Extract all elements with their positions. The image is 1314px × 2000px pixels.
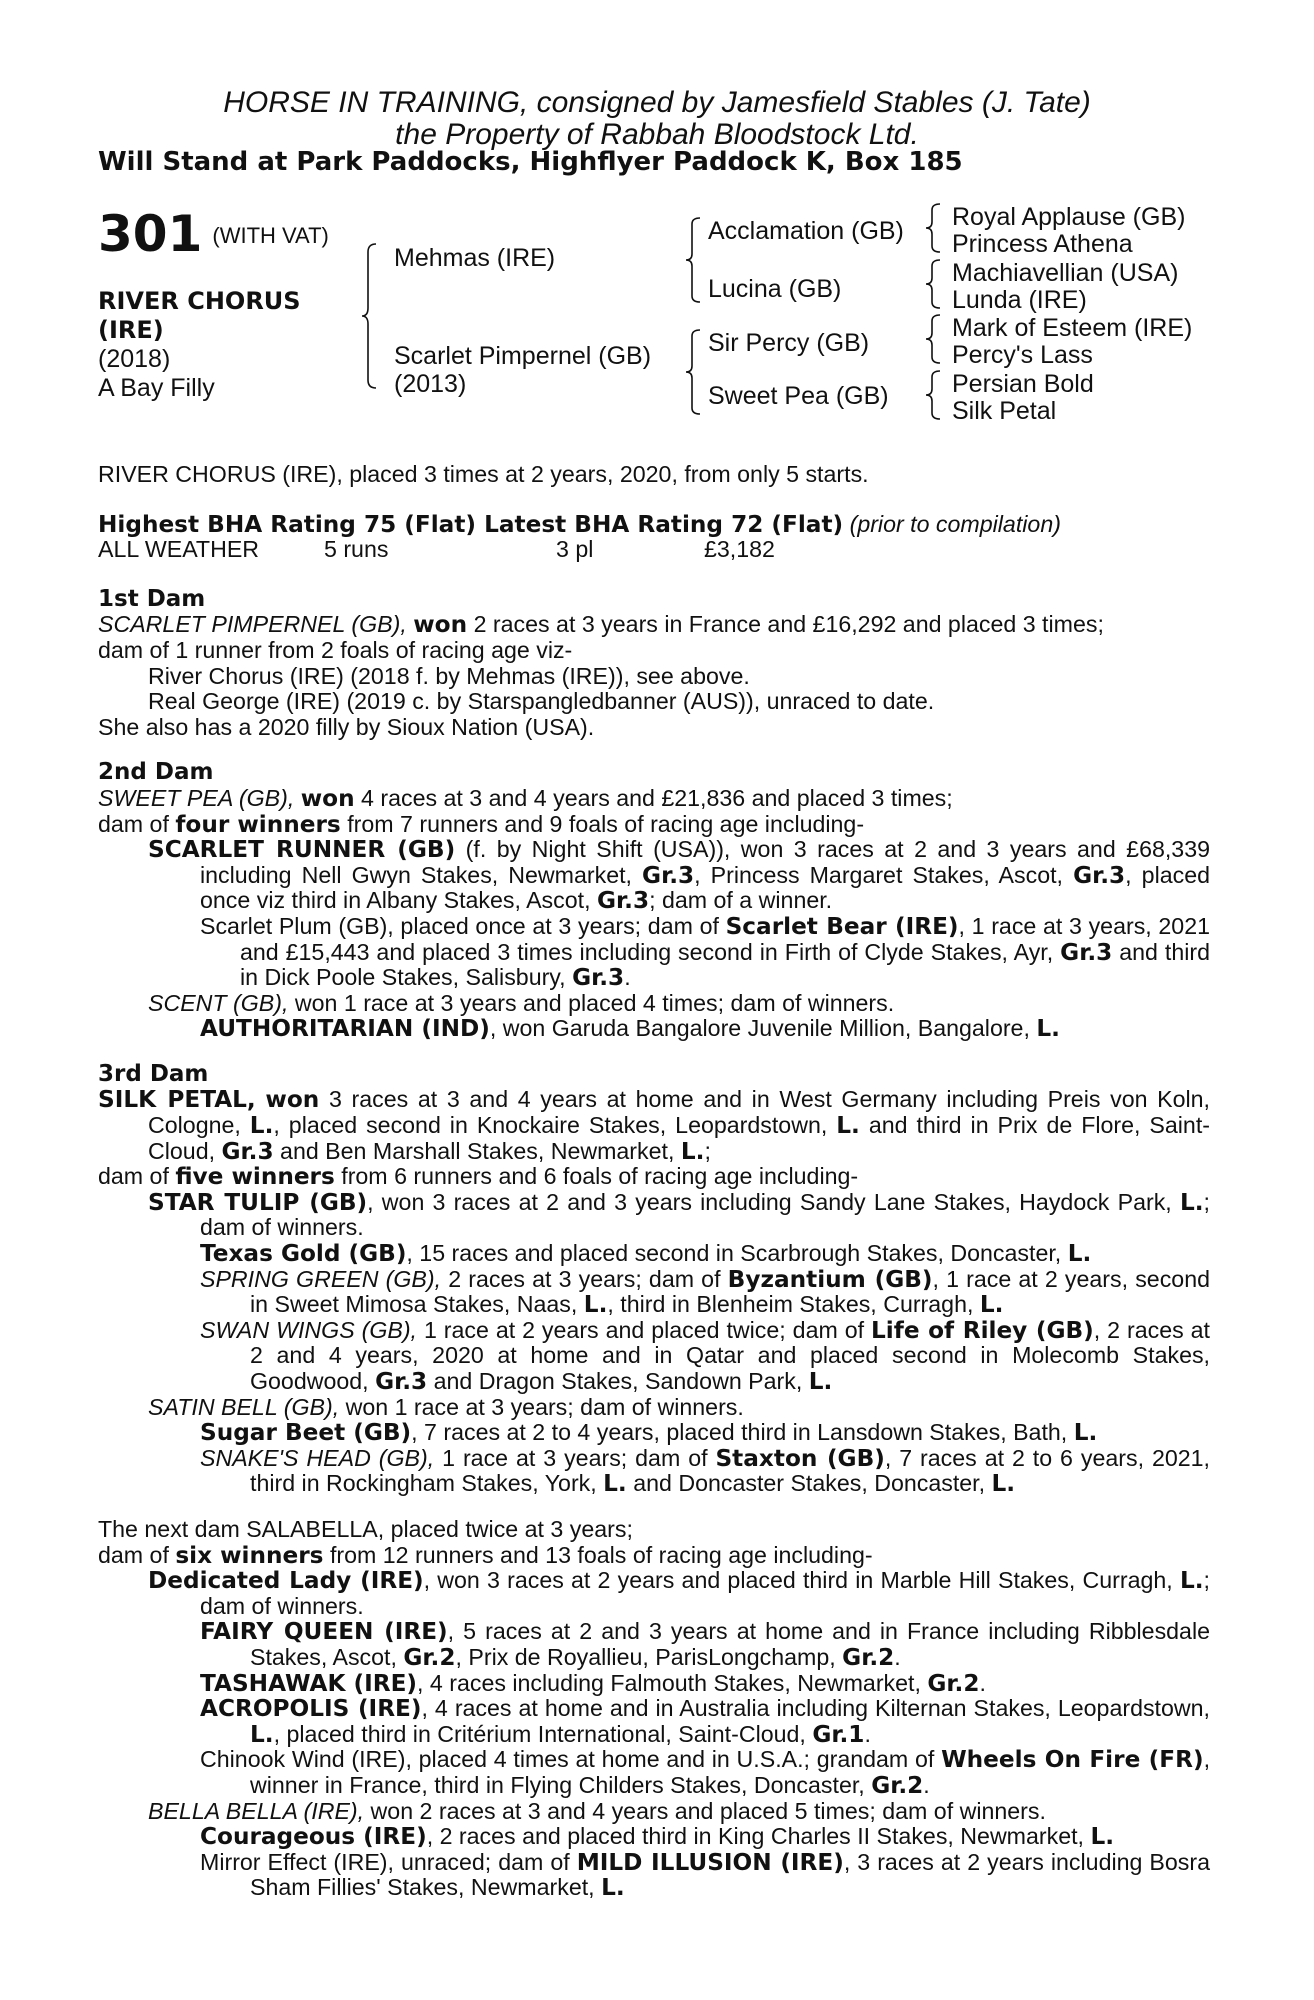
summary: RIVER CHORUS (IRE), placed 3 times at 2 years, 2020, from only 5 starts. [98,461,869,487]
first-dam-name: SCARLET PIMPERNEL (GB), [98,611,407,638]
text: , 2 races at 2 and 4 years, 2020 at home and in Qatar and placed second in Molecomb Stakes, Goodwood, [250,1316,1210,1394]
text: , Princess Margaret Stakes, Ascot, [694,861,1063,888]
rating-note: (prior to compilation) [849,510,1061,537]
granddam-1: Princess Athena [952,230,1133,258]
dam-year: (2013) [394,370,467,398]
text: ; dam of a winner. [649,887,833,914]
dam-sire: Sir Percy (GB) [708,329,870,357]
progeny-sugar-beet [98,1420,1210,1446]
text: . [864,1720,871,1747]
progeny-snakes-head [98,1446,1210,1497]
progeny-name: SWAN WINGS (GB), [200,1316,417,1343]
grade: L. [249,1112,274,1140]
grade: Gr.3 [596,887,650,915]
progeny-scarlet-runner [98,837,1210,914]
lot-block [98,205,329,263]
dam: Scarlet Pimpernel (GB) [394,342,652,370]
granddam-2: Lunda (IRE) [952,286,1087,314]
grade: Gr.3 [642,861,695,889]
grade: Gr.3 [375,1368,428,1395]
grade: Gr.3 [1060,938,1113,966]
progeny-name: SATIN BELL (GB), [148,1393,340,1420]
third-dam-produce [98,1164,1210,1190]
earnings: £3,182 [704,536,775,563]
granddam-4: Silk Petal [952,397,1057,425]
third-dam-line [98,1087,1210,1164]
placed: 3 pl [556,536,594,563]
progeny-bella-bella [98,1799,1210,1825]
first-dam-line [98,612,1210,638]
text: 2 races at 3 years; dam of [448,1265,721,1292]
rating-bold: Highest BHA Rating 75 (Flat) Latest BHA Rating 72 (Flat) [98,510,844,538]
progeny-name: Staxton (GB) [715,1444,885,1472]
second-dam-heading: 2nd Dam [98,759,214,786]
text: , 4 races at home and in Australia including Kilternan Stakes, Leopardstown, [421,1695,1210,1722]
text: , 7 races at 2 to 6 years, 2021, third in Rockingham Stakes, York, [250,1444,1210,1497]
progeny-name: BELLA BELLA (IRE), [148,1797,365,1824]
pedigree-brace-dam [686,328,706,418]
third-dam-heading: 3rd Dam [98,1060,209,1087]
first-dam-record: 2 races at 3 years in France and £16,292 and placed 3 times; [473,611,1104,638]
rating-record [98,537,1210,563]
grade: Gr.3 [572,964,625,992]
grandsire-3: Mark of Esteem (IRE) [952,314,1193,342]
text: . [894,1643,901,1670]
text: Scarlet Plum (GB), placed once at 3 years; dam of [200,912,719,939]
text: , 5 races at 2 and 3 years at home and in France including Ribblesdale Stakes, Ascot, [250,1618,1210,1670]
text: and third in Dick Poole Stakes, Salisbury, [240,938,1210,991]
grade: L. [1067,1240,1092,1268]
grade: L. [808,1368,833,1395]
progeny-dedicated-lady [98,1568,1210,1619]
grandsire-1: Royal Applause (GB) [952,203,1186,231]
text: , won Garuda Bangalore Juvenile Million, Bangalore, [489,1015,1030,1042]
text: and third in Prix de Flore, Saint-Cloud, [148,1112,1210,1164]
text: ; dam of winners. [200,1567,1210,1619]
progeny-star-tulip [98,1190,1210,1241]
progeny-tashawak [98,1671,1210,1697]
produce-2: Real George (IRE) (2019 c. by Starspangledbanner (AUS)), unraced to date. [148,688,935,715]
pedigree-brace-main [362,242,382,392]
dam-dam: Sweet Pea (GB) [708,382,889,410]
progeny-name: SCENT (GB), [148,989,289,1016]
grade: L. [1036,1015,1060,1043]
grade: Gr.3 [221,1137,274,1165]
text: ; dam of winners. [200,1188,1210,1241]
progeny-name: Wheels On Fire (FR) [941,1746,1204,1774]
text: , placed once viz third in Albany Stakes, Ascot, [200,861,1210,914]
progeny-texas-gold [98,1241,1210,1267]
progeny-name: MILD ILLUSION (IRE) [576,1848,844,1876]
progeny-scent [98,991,1210,1017]
text: dam of [98,1163,169,1190]
vat-label: (WITH VAT) [212,223,329,248]
progeny-name: STAR TULIP (GB) [148,1188,368,1216]
text: won 1 race at 3 years; dam of winners. [345,1393,744,1420]
progeny-name: SNAKE'S HEAD (GB), [200,1444,435,1471]
pedigree-brace-sire [686,216,706,306]
text: . [979,1669,986,1696]
text: 3 races at 3 and 4 years at home and in West Germany including Preis von Koln, Cologne, [148,1086,1210,1139]
grade: L. [991,1470,1016,1498]
text: 1 race at 3 years; dam of [442,1444,708,1471]
grade: Gr.2 [403,1643,456,1671]
text: won 1 race at 3 years and placed 4 times; dam of winners. [294,989,895,1016]
winners-count: five winners [175,1163,335,1191]
produce-note: She also has a 2020 filly by Sioux Nation (USA). [98,713,595,740]
text: and Doncaster Stakes, Doncaster, [633,1470,986,1497]
text: ; [704,1137,711,1164]
sire-sire: Acclamation (GB) [708,217,904,245]
sire-dam: Lucina (GB) [708,275,842,303]
runs: 5 runs [324,536,389,563]
text: from 12 runners and 13 foals of racing age including- [329,1541,873,1568]
progeny-authoritarian [98,1016,1210,1042]
next-dam-line: The next dam SALABELLA, placed twice at 3 years; [98,1515,633,1542]
progeny-name: SPRING GREEN (GB), [200,1265,442,1292]
text: Mirror Effect (IRE), unraced; dam of [200,1848,570,1875]
grade: L. [1179,1567,1204,1595]
won-label: won [413,611,468,639]
brace-g1 [926,202,944,254]
progeny-name: Sugar Beet (GB) [200,1419,412,1447]
progeny-name: Byzantium (GB) [727,1265,933,1293]
text: , winner in France, third in Flying Childers Stakes, Doncaster, [250,1746,1211,1798]
text: , 1 race at 2 years, second in Sweet Mimosa Stakes, Naas, [250,1265,1210,1318]
grade: L. [583,1291,608,1319]
progeny-name: Dedicated Lady (IRE) [148,1567,424,1595]
progeny-spring-green [98,1267,1210,1318]
grade: Gr.2 [842,1643,895,1671]
second-dam-record: 4 races at 3 and 4 years and £21,836 and placed 3 times; [361,784,953,811]
location-line: Will Stand at Park Paddocks, Highflyer Paddock K, Box 185 [98,147,963,177]
text: Chinook Wind (IRE), placed 4 times at home and in U.S.A.; grandam of [200,1746,935,1773]
horse-year: (2018) [98,345,171,373]
brace-g3 [926,313,944,365]
progeny-chinook-wind [98,1747,1210,1798]
progeny-name: Scarlet Bear (IRE) [725,912,959,940]
text: . [624,964,631,991]
text: , 1 race at 3 years, 2021 and £15,443 and placed 3 times including second in Firth of Clyde Stakes, Ayr, [240,912,1210,965]
text: , won 3 races at 2 years and placed third in Marble Hill Stakes, Curragh, [423,1567,1173,1594]
second-dam-produce [98,812,1210,838]
grandsire-4: Persian Bold [952,370,1094,398]
won-label: won [300,784,355,812]
horse-name: RIVER CHORUS [98,287,301,315]
granddam-3: Percy's Lass [952,341,1093,369]
progeny-name: Life of Riley (GB) [871,1316,1094,1344]
grade: L. [1179,1188,1204,1216]
sire: Mehmas (IRE) [394,244,556,272]
grade: L. [601,1874,625,1902]
second-dam-line [98,786,1210,812]
progeny-name: TASHAWAK (IRE) [200,1669,418,1697]
grade: L. [250,1720,274,1748]
first-dam-produce: dam of 1 runner from 2 foals of racing age viz- [98,636,573,663]
text: , placed third in Critérium International, Saint-Cloud, [273,1720,806,1747]
property-line: the Property of Rabbah Bloodstock Ltd. [395,118,919,151]
text: , 15 races and placed second in Scarbrough Stakes, Doncaster, [406,1240,1062,1267]
first-dam-heading: 1st Dam [98,585,206,612]
catalogue-body [98,462,1210,1901]
text: from 7 runners and 9 foals of racing age including- [347,810,865,837]
text: , 4 races including Falmouth Stakes, Newmarket, [417,1669,921,1696]
text: , third in Blenheim Stakes, Curragh, [607,1291,974,1318]
progeny-acropolis [98,1696,1210,1747]
progeny-satin-bell [98,1395,1210,1421]
grade: Gr.3 [1073,861,1126,889]
grade: Gr.1 [812,1720,865,1748]
text: , won 3 races at 2 and 3 years including Sandy Lane Stakes, Haydock Park, [367,1188,1172,1215]
brace-g2 [926,258,944,310]
grade: L. [979,1291,1004,1319]
text: . [923,1771,930,1798]
text: dam of [98,1541,169,1568]
grade: Gr.2 [871,1771,924,1799]
progeny-name: Courageous (IRE) [200,1823,427,1851]
text: , 7 races at 2 to 4 years, placed third in Lansdown Stakes, Bath, [411,1419,1068,1446]
winners-count: six winners [175,1541,324,1569]
text: (f. by Night Shift (USA)), won 3 races at 2 and 3 years and £68,339 including Nell Gwyn Stakes, Newmarket, [200,836,1210,888]
text: , 3 races at 2 years including Bosra Sham Fillies' Stakes, Newmarket, [250,1848,1210,1901]
won-label: won [265,1086,320,1114]
progeny-name: SCARLET RUNNER (GB) [148,836,456,864]
horse-description: A Bay Filly [98,374,215,402]
progeny-scarlet-plum [98,914,1210,991]
surface: ALL WEATHER [98,536,260,563]
text: and Ben Marshall Stakes, Newmarket, [280,1137,675,1164]
text: , 2 races and placed third in King Charles II Stakes, Newmarket, [426,1823,1084,1850]
progeny-name: ACROPOLIS (IRE) [200,1695,422,1723]
winners-count: four winners [175,810,341,838]
progeny-name: Texas Gold (GB) [200,1240,407,1268]
text: dam of [98,810,169,837]
progeny-name: FAIRY QUEEN (IRE) [200,1618,448,1646]
text: , placed second in Knockaire Stakes, Leopardstown, [273,1112,828,1139]
horse-country: (IRE) [98,316,164,344]
progeny-swan-wings [98,1318,1210,1395]
brace-g4 [926,369,944,421]
text: 1 race at 2 years and placed twice; dam of [423,1316,865,1343]
third-dam-name: SILK PETAL, [98,1086,256,1114]
grade: L. [603,1470,627,1498]
grade: L. [1090,1823,1115,1851]
grade: L. [1073,1419,1098,1447]
rating-line [98,512,1210,538]
text: , Prix de Royallieu, ParisLongchamp, [455,1643,836,1670]
grade: Gr.2 [927,1669,980,1697]
horse-block [98,287,301,403]
text: from 6 runners and 6 foals of racing age including- [341,1163,859,1190]
consignor-line: HORSE IN TRAINING, consigned by Jamesfield Stables (J. Tate) [223,86,1091,119]
progeny-mirror-effect [98,1850,1210,1901]
grade: L. [836,1112,860,1140]
progeny-fairy-queen [98,1619,1210,1670]
next-dam-produce [98,1543,1210,1569]
lot-number: 301 [98,205,203,263]
grandsire-2: Machiavellian (USA) [952,259,1179,287]
progeny-courageous [98,1824,1210,1850]
progeny-name: AUTHORITARIAN (IND) [200,1015,490,1043]
second-dam-name: SWEET PEA (GB), [98,784,295,811]
text: and Dragon Stakes, Sandown Park, [433,1368,803,1394]
grade: L. [680,1137,705,1165]
text: won 2 races at 3 and 4 years and placed 5 times; dam of winners. [370,1797,1046,1824]
produce-1: River Chorus (IRE) (2018 f. by Mehmas (IRE)), see above. [148,662,750,689]
